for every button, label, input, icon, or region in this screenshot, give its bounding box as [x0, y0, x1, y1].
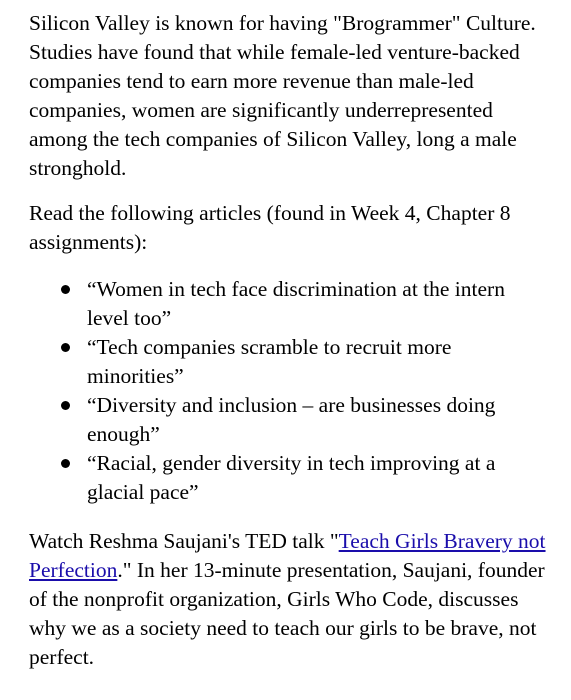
bullet-icon	[61, 401, 70, 410]
ted-talk-link[interactable]: Teach Girls Bravery not Perfection	[29, 529, 546, 582]
list-item	[87, 391, 551, 449]
list-item	[87, 275, 551, 333]
list-item	[87, 333, 551, 391]
article-list	[29, 275, 551, 507]
watch-text-after: ." In her 13-minute presentation, Saujani, founder of the nonprofit organization, Girls Who Code, discusses why we as a society need to teach our girls to be brave, not perfect.	[29, 558, 545, 669]
bullet-icon	[61, 459, 70, 468]
bullet-icon	[61, 343, 70, 352]
article-title: “Racial, gender diversity in tech improving at a glacial pace”	[87, 451, 496, 504]
bullet-icon	[61, 285, 70, 294]
article-title: “Tech companies scramble to recruit more minorities”	[87, 335, 452, 388]
article-title: “Women in tech face discrimination at the intern level too”	[87, 277, 505, 330]
watch-text-before: Watch Reshma Saujani's TED talk "	[29, 529, 339, 553]
list-item	[87, 449, 551, 507]
intro-paragraph: Silicon Valley is known for having "Brogrammer" Culture. Studies have found that while female-led venture-backed companies tend to earn more revenue than male-led companies, women are significantly underrepresented among the tech companies of Silicon Valley, long a male stronghold.	[29, 11, 536, 180]
instruction-paragraph: Read the following articles (found in Week 4, Chapter 8 assignments):	[29, 201, 511, 254]
article-title: “Diversity and inclusion – are businesses doing enough”	[87, 393, 496, 446]
watch-paragraph	[29, 527, 551, 672]
